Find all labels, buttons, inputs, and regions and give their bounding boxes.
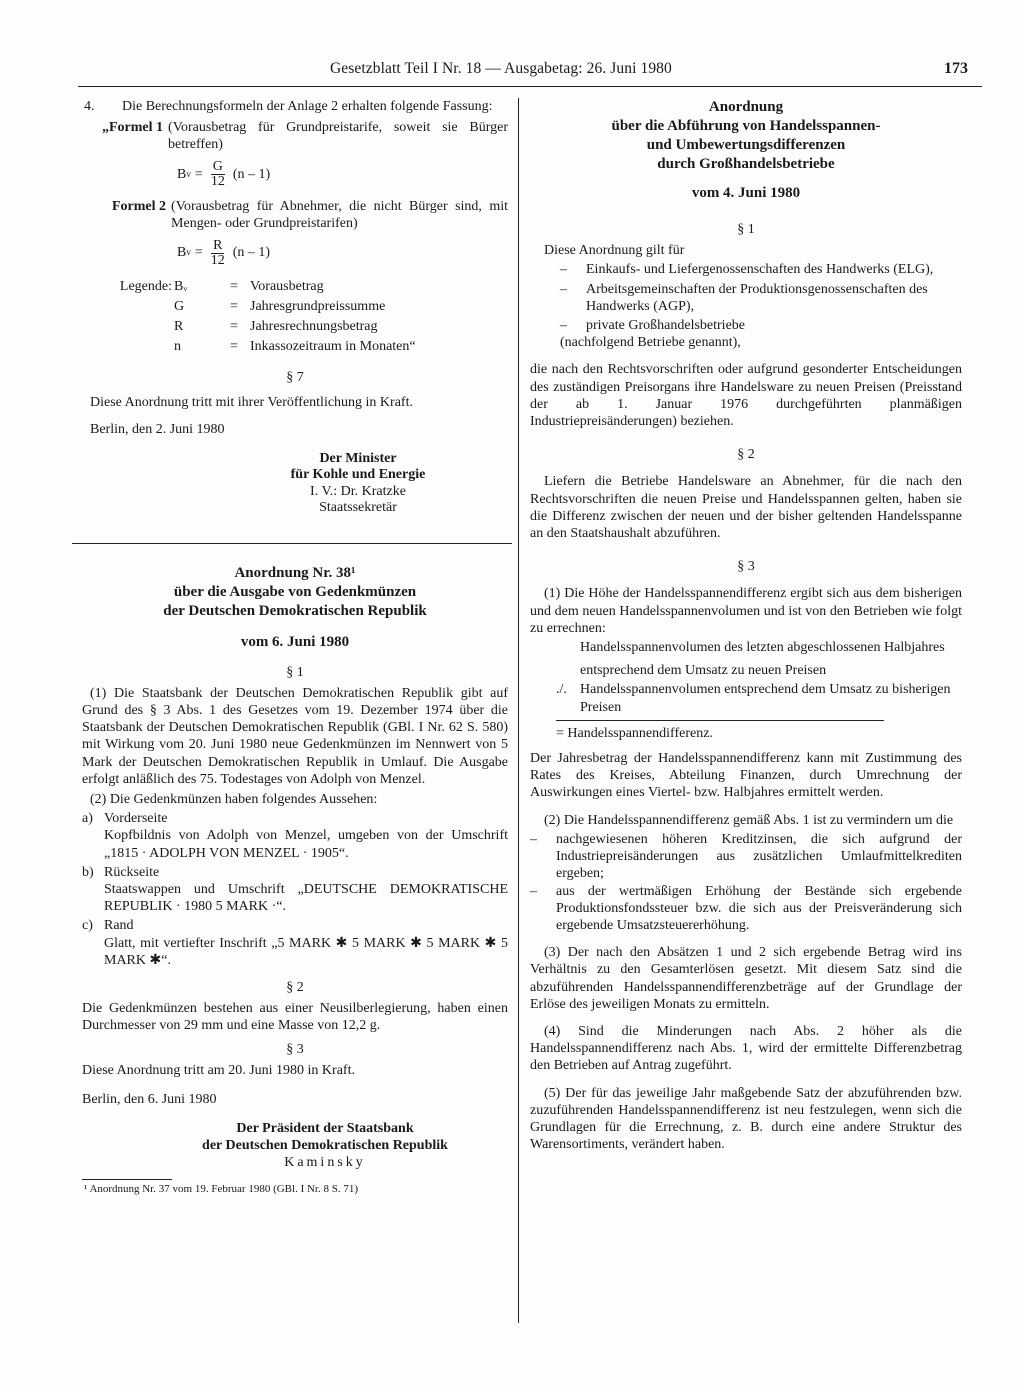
- r-section-3-paragraph-5: (5) Der für das jeweilige Jahr maßgebende Satz der abzuführenden bzw. zuzuführenden Handelsspannendifferenz ist neu festzulegen, wenn sich die Grundlagen für die Errechnung, z. B. durch eine andere Struktur des Warensortiments, verändert haben.: [530, 1085, 962, 1153]
- formel-2-numerator: R: [213, 237, 223, 253]
- formel-1-denominator: 12: [210, 174, 225, 190]
- a38-section-3-heading: § 3: [286, 1041, 304, 1057]
- calculation: [530, 639, 962, 742]
- signature-1-line-2: für Kohle und Energie: [290, 467, 426, 483]
- coin-item-label: b): [82, 864, 94, 880]
- coin-item-text: Kopfbildnis von Adolph von Menzel, umgeben von der Umschrift „1815 · ADOLPH VON MENZEL · 1905“.: [104, 828, 508, 861]
- right-column: [530, 98, 962, 1153]
- column-divider: [518, 98, 519, 1323]
- formel-2-subscript: v: [186, 247, 191, 258]
- anordnung-38: [82, 564, 508, 1197]
- formel-2-equation: [82, 235, 508, 271]
- coin-item-label: a): [82, 811, 93, 827]
- r-section-3-paragraph-3: (3) Der nach den Absätzen 1 und 2 sich ergebende Betrag wird ins Verhältnis zu den Gesamterlösen gesetzt. Mit diesem Satz sind die abzuführenden Handelsspannendifferenzbeträge auf der Grundlage der Erlöse des jeweiligen Monats zu ermitteln.: [530, 945, 962, 1012]
- list-item: [530, 831, 962, 883]
- item-4-number: 4.: [84, 99, 95, 114]
- a38-section-1-paragraph-2: (2) Die Gedenkmünzen haben folgendes Aussehen:: [90, 792, 378, 808]
- left-column: [82, 98, 508, 1196]
- r-title-line-1: Anordnung: [708, 99, 784, 115]
- signature-2-line-1: Der Präsident der Staatsbank: [236, 1121, 414, 1137]
- place-date-1: Berlin, den 2. Juni 1980: [90, 422, 225, 438]
- formel-2-label: Formel 2: [112, 198, 167, 214]
- list-dash: –: [530, 883, 537, 899]
- legend-row: [174, 337, 508, 357]
- a38-section-3-text: Diese Anordnung tritt am 20. Juni 1980 in Kraft.: [82, 1062, 355, 1078]
- r-section-3-paragraph-1: (1) Die Höhe der Handelsspannendifferenz ergibt sich aus dem bisherigen und dem neuen Handelsspannenvolumen und ist von den Betrieben wie folgt zu errechnen:: [530, 586, 962, 636]
- legend-row: [174, 277, 508, 297]
- section-separator: [72, 543, 512, 544]
- a38-section-1-heading: § 1: [286, 664, 304, 680]
- r-section-2-text: Liefern die Betriebe Handelsware an Abnehmer, für die nach den Rechtsvorschriften die neuen Preise und Handelsspannen gelten, haben sie die Differenz zwischen der neuen und der bisher geltenden Handelsspanne an den Staatshaushalt abzuführen.: [530, 474, 962, 542]
- formel-2-fraction: [211, 239, 225, 268]
- signature-1-line-4: Staatssekretär: [319, 500, 397, 516]
- r-date: vom 4. Juni 1980: [691, 185, 801, 201]
- calc-row: [556, 681, 962, 715]
- formel-1-tail: (n – 1): [232, 167, 271, 182]
- signature-2-line-3: Kaminsky: [284, 1155, 366, 1171]
- r-title-line-4: durch Großhandelsbetriebe: [657, 156, 835, 172]
- formel-2-lhs: B: [177, 245, 187, 261]
- r-title-line-3: und Umbewertungsdifferenzen: [646, 137, 846, 153]
- r-title-line-2: über die Abführung von Handelsspannen-: [611, 118, 881, 134]
- legend-equals: =: [230, 339, 238, 355]
- list-dash: –: [530, 831, 537, 847]
- list-text: Arbeitsgemeinschaften der Produktionsgenossenschaften des Handwerks (AGP),: [586, 281, 928, 314]
- legend-equals: =: [230, 299, 238, 315]
- a38-place-date: Berlin, den 6. Juni 1980: [82, 1092, 217, 1108]
- formel-2-equals: =: [194, 245, 203, 261]
- list-dash: –: [560, 281, 567, 297]
- list-text: Einkaufs- und Liefergenossenschaften des Handwerks (ELG),: [586, 262, 934, 278]
- list-dash: –: [560, 318, 567, 334]
- r-section-1-heading: § 1: [737, 222, 755, 237]
- formel-1-fraction: [211, 160, 225, 189]
- legend-row: [174, 317, 508, 337]
- formel-1-equals: =: [194, 167, 203, 182]
- calc-row: [556, 639, 962, 656]
- calc-result: = Handelsspannendifferenz.: [556, 725, 713, 741]
- r-section-2-heading: § 2: [737, 447, 755, 463]
- item-4-intro: Die Berechnungsformeln der Anlage 2 erhalten folgende Fassung:: [122, 99, 493, 114]
- legend-equals: =: [230, 279, 238, 295]
- formel-2-tail: (n – 1): [232, 245, 271, 261]
- r-section-3-paragraph-2: (2) Die Handelsspannendifferenz gemäß Abs. 1 ist zu vermindern um die: [544, 812, 954, 828]
- legend-symbol: n: [174, 339, 181, 355]
- coin-item-text: Glatt, mit vertiefter Inschrift „5 MARK ✱ 5 MARK ✱ 5 MARK ✱ 5 MARK ✱“.: [104, 935, 508, 968]
- r-section-1-list: [530, 261, 962, 351]
- calc-line-3: Handelsspannenvolumen entsprechend dem Umsatz zu bisherigen Preisen: [580, 682, 951, 715]
- legend-symbol: G: [174, 299, 185, 315]
- calc-line-1: Handelsspannenvolumen des letzten abgeschlossenen Halbjahres: [580, 640, 945, 656]
- footnote: ¹ Anordnung Nr. 37 vom 19. Februar 1980 (GBl. I Nr. 8 S. 71): [84, 1183, 359, 1196]
- list-text: nachgewiesenen höheren Kreditzinsen, die sich aufgrund der Industriepreisänderungen aus zusätzlichen Umlaufmittelkrediten ergeben;: [556, 831, 962, 882]
- formel-1-label: „Formel 1: [102, 120, 164, 136]
- footnote-rule: [82, 1179, 172, 1180]
- legend-symbol: R: [174, 319, 184, 335]
- page-number: 173: [944, 60, 968, 77]
- r-section-1-intro: Diese Anordnung gilt für: [544, 243, 685, 259]
- formel-2-description: (Vorausbetrag für Abnehmer, die nicht Bürger sind, mit Mengen- oder Grundpreistarifen): [171, 198, 508, 231]
- coin-item-title: Vorderseite: [104, 811, 168, 827]
- list-text: private Großhandelsbetriebe: [586, 318, 745, 334]
- coin-item-title: Rand: [104, 918, 134, 934]
- signature-2-line-2: der Deutschen Demokratischen Republik: [202, 1138, 448, 1154]
- calc-row: [556, 662, 962, 679]
- item-4: [82, 98, 508, 115]
- legend: [82, 277, 508, 357]
- calc-line-2: entsprechend dem Umsatz zu neuen Preisen: [580, 663, 827, 679]
- r-section-1-after: (nachfolgend Betriebe genannt),: [560, 335, 741, 351]
- formel-2-denominator: 12: [210, 252, 225, 268]
- coin-item-b: [82, 864, 508, 916]
- gazette-title: Gesetzblatt Teil I Nr. 18 — Ausgabetag: 26. Juni 1980: [330, 60, 672, 77]
- a38-section-1-paragraph-1: (1) Die Staatsbank der Deutschen Demokratischen Republik gibt auf Grund des § 3 Abs. 1 des Gesetzes vom 19. Dezember 1974 über die Staatsbank der Deutschen Demokratischen Republik (GBl. I Nr. 62 S. 580) mit Wirkung vom 20. Juni 1980 neue Gedenkmünzen im Nennwert von 5 Mark der Deutschen Demokratischen Republik in Umlauf. Die Ausgabe erfolgt anläßlich des 75. Todestages von Adolph von Menzel.: [82, 685, 508, 787]
- legend-text: Jahresrechnungsbetrag: [250, 319, 378, 335]
- formel-1-lhs: B: [177, 167, 187, 182]
- legend-equals: =: [230, 319, 238, 335]
- a38-section-2-heading: § 2: [286, 980, 304, 996]
- signature-1-line-1: Der Minister: [319, 450, 397, 466]
- r-section-3-heading: § 3: [737, 559, 755, 575]
- list-item: [560, 261, 962, 278]
- coin-item-title: Rückseite: [104, 864, 160, 880]
- signature-block-1: [82, 451, 508, 517]
- list-item: [530, 883, 962, 935]
- formel-1-description: (Vorausbetrag für Grundpreistarife, soweit sie Bürger betreffen): [168, 120, 508, 153]
- r-section-1-text: die nach den Rechtsvorschriften oder aufgrund gesonderter Entscheidungen des zuständigen Preisorgans ihre Handelsware zu neuen Preisen (Preisstand der ab 1. Januar 1976 durchgeführten planmäßigen Industriepreisänderungen) beziehen.: [530, 362, 962, 430]
- signature-1-line-3: I. V.: Dr. Kratzke: [310, 483, 406, 499]
- a38-date: vom 6. Juni 1980: [240, 633, 350, 650]
- coin-item-a: [82, 810, 508, 862]
- legend-symbol: Bᵥ: [174, 279, 188, 295]
- r-section-3-paragraph-4: (4) Sind die Minderungen nach Abs. 2 höher als die Handelsspannendifferenz nach Abs. 1, wird der ermittelte Differenzbetrag den Betrieben auf Antrag zugeführt.: [530, 1023, 962, 1074]
- calc-rule: [556, 720, 884, 721]
- coin-item-text: Staatswappen und Umschrift „DEUTSCHE DEMOKRATISCHE REPUBLIK · 1980 5 MARK ·“.: [104, 882, 508, 915]
- list-dash: –: [560, 262, 567, 278]
- legend-text: Inkassozeitraum in Monaten“: [250, 339, 416, 355]
- coin-item-label: c): [82, 918, 93, 934]
- legend-text: Vorausbetrag: [250, 279, 324, 295]
- a38-title-line-1: Anordnung Nr. 38¹: [234, 564, 356, 581]
- section-7-heading: § 7: [286, 370, 304, 386]
- legend-text: Jahresgrundpreissumme: [250, 299, 386, 315]
- formel-1-equation: [82, 157, 508, 193]
- formel-1-numerator: G: [212, 159, 223, 175]
- r-section-3-paragraph-1b: Der Jahresbetrag der Handelsspannendifferenz kann mit Zustimmung des Rates des Kreises, Abteilung Finanzen, durch Umrechnung der Auswirkungen eines Viertel- bzw. Halbjahres ermittelt werden.: [530, 751, 962, 801]
- page-header: [78, 58, 982, 87]
- legend-label: Legende:: [119, 279, 172, 295]
- a38-section-2-text: Die Gedenkmünzen bestehen aus einer Neusilberlegierung, haben einen Durchmesser von 29 mm und eine Masse von 12,2 g.: [82, 1001, 508, 1034]
- formel-1-subscript: v: [186, 169, 191, 179]
- list-item: [560, 281, 962, 315]
- a38-title-line-3: der Deutschen Demokratischen Republik: [163, 602, 427, 619]
- formel-1: [82, 119, 508, 192]
- calc-operator: ./.: [556, 682, 567, 698]
- list-item: [560, 317, 962, 334]
- a38-title-line-2: über die Ausgabe von Gedenkmünzen: [173, 583, 417, 600]
- section-7-text: Diese Anordnung tritt mit ihrer Veröffentlichung in Kraft.: [90, 395, 413, 411]
- list-text: aus der wertmäßigen Erhöhung der Bestände sich ergebende Produktionsfondssteuer bzw. die sich aus der Preisveränderung sich ergebende Umsatzsteuererhöhung.: [556, 883, 962, 933]
- r-section-3-list: [530, 831, 962, 934]
- formel-2: [82, 198, 508, 271]
- signature-block-2: [82, 1120, 508, 1171]
- coin-item-c: [82, 917, 508, 969]
- legend-row: [174, 297, 508, 317]
